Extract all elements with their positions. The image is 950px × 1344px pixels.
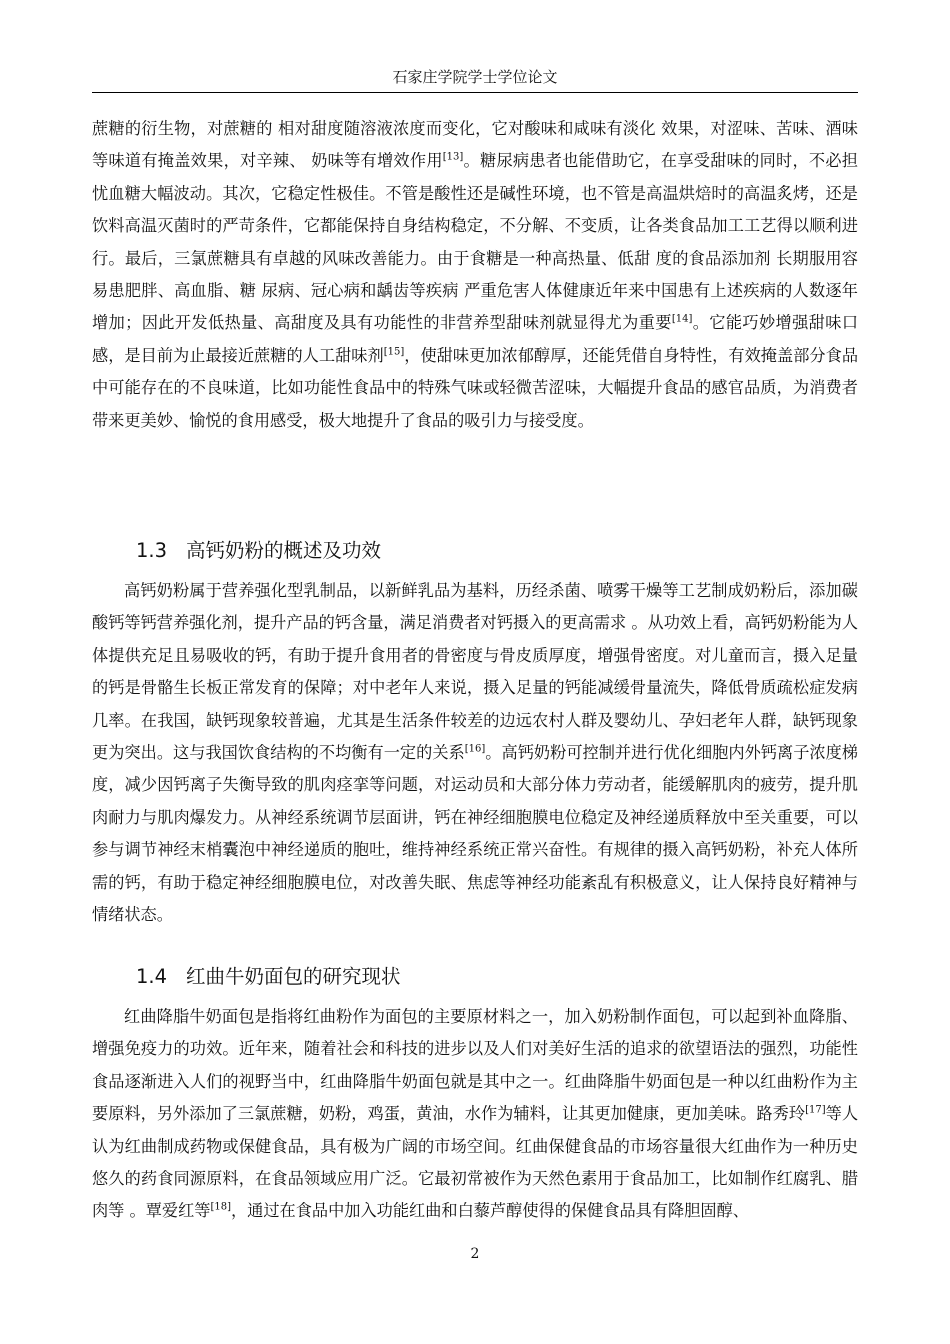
citation: [15]	[383, 346, 405, 358]
text-run: 。它能巧妙增强甜味口感，是目前为止最接近蔗糖的人工甜味剂	[92, 313, 859, 365]
section-title: 高钙奶粉的概述及功效	[186, 539, 382, 562]
citation: [16]	[464, 743, 486, 755]
text-run: 等人认为红曲制成药物或保健食品，具有极为广阔的市场空间。红曲保健食品的市场容量很大红曲作为一种历史悠久的药食同源原料，在食品领域应用广泛。它最初常被作为天然色素用于食品加工，比如制作红腐乳、腊肉等 。覃爱红等	[92, 1104, 859, 1221]
section-number: 1.4	[136, 965, 168, 988]
text-run: 。糖尿病患者也能借助它，在享受甜味的同时，不必担忧血糖大幅波动。其次，它稳定性极佳。不管是酸性还是碱性环境，也不管是高温烘焙时的高温炙烤，还是饮料高温灭菌时的严苛条件，它都能保持自身结构稳定，不分解、不变质，让各类食品加工工艺得以顺利进行。最后，三氯蔗糖具有卓越的风味改善能力。由于食糖是一种高热量、低甜 度的食品添加剂 长期服用容易患肥胖、高血脂、糖 尿病、冠心病和龋齿等疾病 严重危害人体健康近年来中国患有上述疾病的人数逐年增加；因此开发低热量、高甜度及具有功能性的非营养型甜味剂就显得尤为重要	[92, 151, 858, 333]
citation: [14]	[671, 314, 693, 326]
text-run: 红曲降脂牛奶面包是指将红曲粉作为面包的主要原材料之一，加入奶粉制作面包，可以起到补血降脂、增强免疫力的功效。近年来，随着社会和科技的进步以及人们对美好生活的追求的欲望语法的强烈，功能性食品逐渐进入人们的视野当中，红曲降脂牛奶面包就是其中之一。红曲降脂牛奶面包是一种以红曲粉作为主要原料，另外添加了三氯蔗糖，奶粉，鸡蛋，黄油，水作为辅料，让其更加健康，更加美味。路秀玲	[92, 1007, 858, 1124]
citation: [18]	[210, 1202, 231, 1214]
section-number: 1.3	[136, 539, 168, 562]
text-run: ，使甜味更加浓郁醇厚，还能凭借自身特性，有效掩盖部分食品中可能存在的不良味道，比如功能性食品中的特殊气味或轻微苦涩味，大幅提升食品的感官品质，为消费者带来更美妙、愉悦的食用感受，极大地提升了食品的吸引力与接受度。	[92, 345, 859, 430]
text-run: 高钙奶粉属于营养强化型乳制品，以新鲜乳品为基料，历经杀菌、喷雾干燥等工艺制成奶粉后，添加碳酸钙等钙营养强化剂，提升产品的钙含量，满足消费者对钙摄入的更高需求 。从功效上看，高钙奶粉能为人体提供充足且易吸收的钙，有助于提升食用者的骨密度与骨皮质厚度，增强骨密度。对儿童而言，摄入足量的钙是骨骼生长板正常发育的保障；对中老年人来说，摄入足量的钙能减缓骨量流失，降低骨质疏松症发病几率。在我国，缺钙现象较普遍，尤其是生活条件较差的边远农村人群及婴幼儿、孕妇老年人群，缺钙现象更为突出。这与我国饮食结构的不均衡有一定的关系	[92, 581, 858, 763]
text-run: 。高钙奶粉可控制并进行优化细胞内外钙离子浓度梯度，减少因钙离子失衡导致的肌肉痉挛等问题，对运动员和大部分体力劳动者，能缓解肌肉的疲劳，提升肌肉耐力与肌肉爆发力。从神经系统调节层面讲，钙在神经细胞膜电位稳定及神经递质释放中至关重要，可以参与调节神经末梢囊泡中神经递质的胞吐，维持神经系统正常兴奋性。有规律的摄入高钙奶粉，补充人体所需的钙，有助于稳定神经细胞膜电位，对改善失眠、焦虑等神经功能紊乱有积极意义，让人保持良好精神与情绪状态。	[92, 743, 858, 925]
paragraph-1-4	[92, 1001, 858, 1228]
paragraph-continued	[92, 113, 858, 437]
paragraph-1-3	[92, 575, 858, 931]
citation: [17]	[805, 1104, 826, 1116]
section-heading-1-4	[136, 963, 401, 991]
section-heading-1-3	[136, 537, 381, 565]
header-rule	[92, 92, 858, 93]
citation: [13]	[442, 152, 464, 164]
page-number: 2	[470, 1246, 480, 1262]
text-run: ，通过在食品中加入功能红曲和白藜芦醇使得的保健食品具有降胆固醇、	[231, 1201, 749, 1221]
running-header: 石家庄学院学士学位论文	[392, 68, 558, 86]
text-run: 蔗糖的衍生物，对蔗糖的 相对甜度随溶液浓度而变化，它对酸味和咸味有淡化 效果，对涩味、苦味、酒味等味道有掩盖效果，对辛辣、 奶味等有增效作用	[92, 119, 858, 171]
section-title: 红曲牛奶面包的研究现状	[186, 965, 401, 988]
